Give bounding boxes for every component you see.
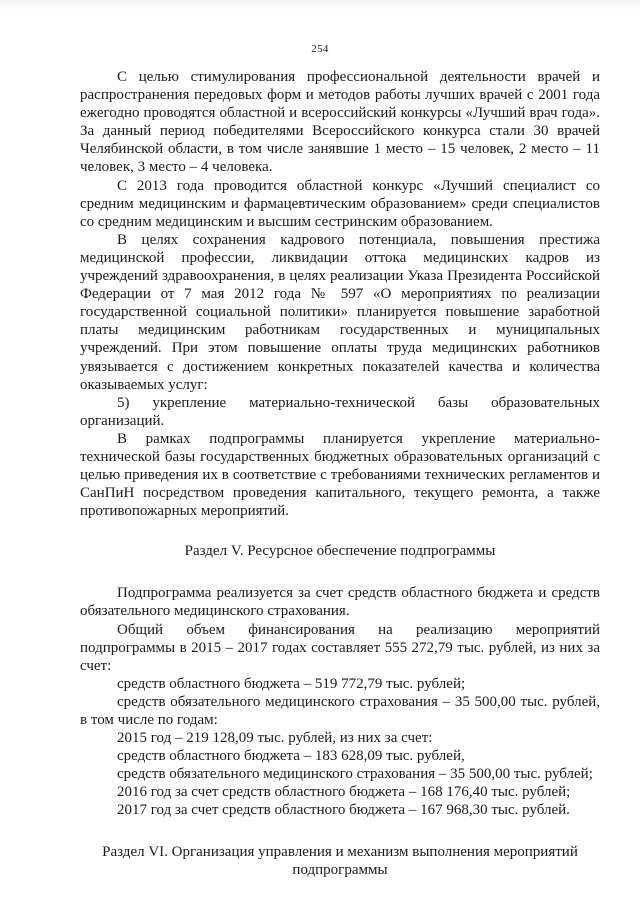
paragraph-total-funding: Общий объем финансирования на реализацию мероприятий подпрограммы в 2015 – 2017 годах составляет 555 272,79 тыс. рублей, из них за счет: [80,621,600,674]
funding-insurance: средств обязательного медицинского страхования – 35 500,00 тыс. рублей, в том числе по годам: [80,693,600,728]
paragraph-infrastructure: В рамках подпрограммы планируется укрепление материально-технической базы государственных бюджетных образовательных организаций с целью приведения их в соответствие с требованиями технических регламентов и СанПиН посредством проведения капитального, текущего ремонта, а также противопожарных мероприятий. [80,430,600,520]
list-item-5: 5) укрепление материально-технической базы образовательных организаций. [80,394,600,429]
scan-edge [0,0,640,10]
paragraph-best-doctor: С целью стимулирования профессиональной деятельности врачей и распространения передовых форм и методов работы лучших врачей с 2001 года ежегодно проводятся областной и всероссийский конкурсы «Лучший врач года». За данный период победителями Всероссийского конкурса стали 30 врачей Челябинской области, в том числе занявшие 1 место – 15 человек, 2 место – 11 человек, 3 место – 4 человека. [80,69,600,176]
funding-2017: 2017 год за счет средств областного бюджета – 167 968,30 тыс. рублей. [117,802,570,819]
section-6-heading-line2: подпрограммы [292,861,388,878]
funding-2015: 2015 год – 219 128,09 тыс. рублей, из них за счет: [117,730,433,747]
document-body [80,68,600,903]
funding-2015-regional: средств областного бюджета – 183 628,09 тыс. рублей, [117,748,465,765]
section-6-heading [80,843,600,879]
paragraph-funding-sources: Подпрограмма реализуется за счет средств областного бюджета и средств обязательного медицинского страхования. [80,585,600,620]
paragraph-staff-retention: В целях сохранения кадрового потенциала, повышения престижа медицинской профессии, ликвидации оттока медицинских кадров из учреждений здравоохранения, в целях реализации Указа Президента Российской Федерации от 7 мая 2012 года № 597 «О мероприятиях по реализации государственной социальной политики» планируется повышение заработной платы медицинским работникам государственных и муниципальных учреждений. При этом повышение оплаты труда медицинских работников увязывается с достижением конкретных показателей качества и количества оказываемых услуг: [80,231,600,393]
paragraph-nurse-contest: С 2013 года проводится областной конкурс «Лучший специалист со средним медицинским и фармацевтическим образованием» среди специалистов со средним медицинским и высшим сестринским образованием. [80,177,600,230]
section-6-heading-line1: Раздел VI. Организация управления и механизм выполнения мероприятий [102,843,578,860]
funding-2015-insurance: средств обязательного медицинского страхования – 35 500,00 тыс. рублей; [117,766,593,783]
page-number: 254 [311,43,329,55]
funding-2016: 2016 год за счет средств областного бюджета – 168 176,40 тыс. рублей; [117,784,571,801]
section-5-heading: Раздел V. Ресурсное обеспечение подпрограммы [184,543,496,560]
funding-regional-budget: средств областного бюджета – 519 772,79 тыс. рублей; [117,675,466,692]
